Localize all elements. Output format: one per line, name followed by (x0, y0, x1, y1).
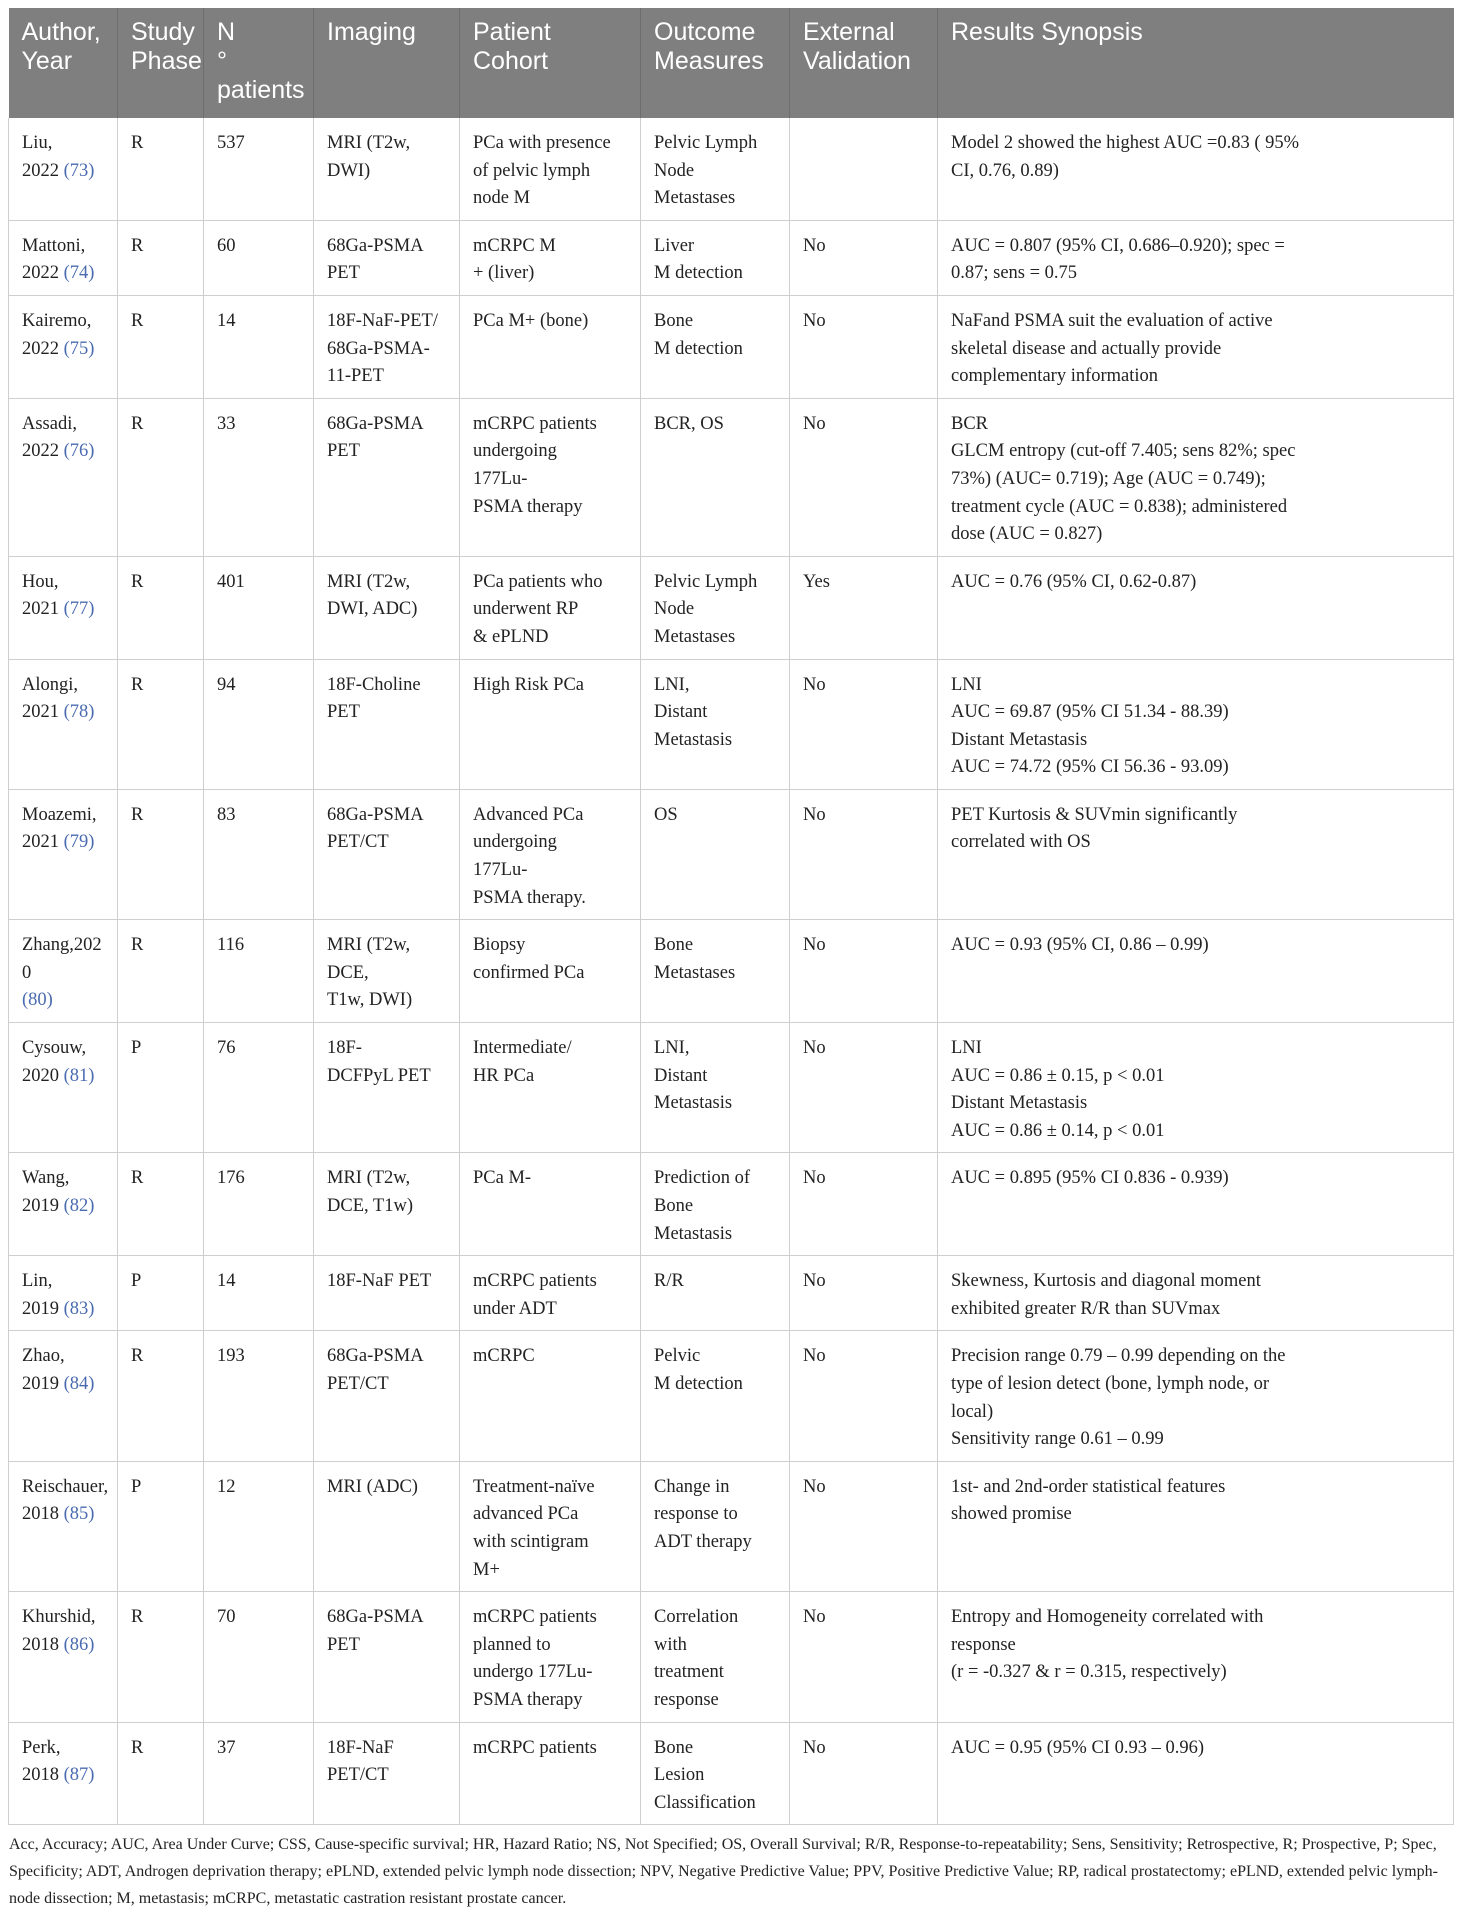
study-phase-cell: R (118, 789, 204, 919)
outcome-measures-cell: Pelvic Lymph Node Metastases (641, 118, 790, 220)
imaging-cell: 18F-NaF PET (314, 1256, 460, 1331)
outcome-measures-cell: LNI, Distant Metastasis (641, 1023, 790, 1153)
reference-link[interactable]: (76) (63, 441, 95, 462)
author-year-text: Reischauer, 2018 (22, 1476, 109, 1525)
author-year-text: Mattoni, 2022 (22, 235, 86, 284)
reference-link[interactable]: (84) (63, 1373, 95, 1394)
table-row (9, 220, 1454, 295)
table-row (9, 659, 1454, 789)
author-year-text: Cysouw, 2020 (22, 1038, 87, 1086)
external-validation-cell: No (790, 789, 938, 919)
table-row (9, 1153, 1454, 1256)
reference-link[interactable]: (75) (63, 338, 95, 359)
reference-link[interactable]: (86) (63, 1634, 95, 1655)
results-synopsis-cell: PET Kurtosis & SUVmin significantly correlated with OS (938, 789, 1454, 919)
reference-link[interactable]: (78) (63, 702, 95, 723)
author-year-cell (9, 789, 118, 919)
patient-count-cell: 37 (204, 1722, 314, 1825)
study-phase-cell: R (118, 1592, 204, 1722)
reference-link[interactable]: (81) (63, 1065, 95, 1086)
external-validation-cell: No (790, 295, 938, 398)
imaging-cell: 68Ga-PSMA PET/CT (314, 789, 460, 919)
author-year-cell (9, 118, 118, 220)
results-synopsis-cell: NaFand PSMA suit the evaluation of active skeletal disease and actually provide complementary information (938, 295, 1454, 398)
external-validation-cell (790, 118, 938, 220)
patient-cohort-cell: Treatment-naïve advanced PCa with scintigram M+ (460, 1461, 641, 1591)
outcome-measures-cell: Prediction of Bone Metastasis (641, 1153, 790, 1256)
study-phase-cell: R (118, 220, 204, 295)
author-year-text: Kairemo, 2022 (22, 310, 92, 359)
patient-cohort-cell: mCRPC patients (460, 1722, 641, 1825)
patient-cohort-cell: PCa with presence of pelvic lymph node M (460, 118, 641, 220)
imaging-cell: MRI (T2w, DCE, T1w, DWI) (314, 920, 460, 1023)
patient-count-cell: 60 (204, 220, 314, 295)
external-validation-cell: No (790, 1722, 938, 1825)
patient-count-cell: 14 (204, 295, 314, 398)
outcome-measures-cell: Liver M detection (641, 220, 790, 295)
external-validation-cell: No (790, 659, 938, 789)
imaging-cell: 18F-NaF PET/CT (314, 1722, 460, 1825)
patient-count-cell: 76 (204, 1023, 314, 1153)
author-year-text: Wang, 2019 (22, 1168, 70, 1216)
results-synopsis-cell: LNI AUC = 69.87 (95% CI 51.34 - 88.39) Distant Metastasis AUC = 74.72 (95% CI 56.36 - 93.09) (938, 659, 1454, 789)
table-row (9, 398, 1454, 556)
author-year-text: Hou, 2021 (22, 571, 59, 620)
author-year-cell (9, 220, 118, 295)
table-row (9, 295, 1454, 398)
patient-count-cell: 537 (204, 118, 314, 220)
author-year-text: Alongi, 2021 (22, 674, 79, 723)
patient-count-cell: 14 (204, 1256, 314, 1331)
results-synopsis-cell: AUC = 0.93 (95% CI, 0.86 – 0.99) (938, 920, 1454, 1023)
reference-link[interactable]: (79) (63, 832, 95, 853)
imaging-cell: 68Ga-PSMA PET (314, 398, 460, 556)
external-validation-cell: No (790, 1331, 938, 1461)
author-year-cell (9, 398, 118, 556)
radiomics-studies-table (8, 8, 1454, 1825)
results-synopsis-cell: AUC = 0.807 (95% CI, 0.686–0.920); spec = 0.87; sens = 0.75 (938, 220, 1454, 295)
imaging-cell: MRI (ADC) (314, 1461, 460, 1591)
external-validation-cell: No (790, 1153, 938, 1256)
author-year-text: Liu, 2022 (22, 133, 59, 181)
imaging-cell: MRI (T2w, DWI) (314, 118, 460, 220)
external-validation-cell: No (790, 1592, 938, 1722)
header-patient-cohort: Patient Cohort (460, 8, 641, 118)
results-synopsis-cell: Precision range 0.79 – 0.99 depending on the type of lesion detect (bone, lymph node, or local) Sensitivity range 0.61 – 0.99 (938, 1331, 1454, 1461)
results-synopsis-cell: Skewness, Kurtosis and diagonal moment exhibited greater R/R than SUVmax (938, 1256, 1454, 1331)
table-row (9, 556, 1454, 659)
reference-link[interactable]: (77) (63, 599, 95, 620)
patient-count-cell: 401 (204, 556, 314, 659)
author-year-cell (9, 1461, 118, 1591)
study-phase-cell: R (118, 398, 204, 556)
reference-link[interactable]: (73) (63, 160, 95, 181)
outcome-measures-cell: Change in response to ADT therapy (641, 1461, 790, 1591)
study-phase-cell: R (118, 295, 204, 398)
header-n-patients: N ° patients (204, 8, 314, 118)
author-year-text: Khurshid, 2018 (22, 1607, 96, 1655)
author-year-cell (9, 556, 118, 659)
outcome-measures-cell: R/R (641, 1256, 790, 1331)
imaging-cell: 68Ga-PSMA PET/CT (314, 1331, 460, 1461)
author-year-cell (9, 1592, 118, 1722)
external-validation-cell: No (790, 920, 938, 1023)
patient-cohort-cell: Intermediate/ HR PCa (460, 1023, 641, 1153)
outcome-measures-cell: Pelvic M detection (641, 1331, 790, 1461)
patient-cohort-cell: mCRPC patients planned to undergo 177Lu- PSMA therapy (460, 1592, 641, 1722)
table-header (9, 8, 1454, 118)
outcome-measures-cell: Pelvic Lymph Node Metastases (641, 556, 790, 659)
imaging-cell: 68Ga-PSMA PET (314, 220, 460, 295)
table-row (9, 1256, 1454, 1331)
imaging-cell: MRI (T2w, DCE, T1w) (314, 1153, 460, 1256)
table-row (9, 1461, 1454, 1591)
external-validation-cell: No (790, 220, 938, 295)
study-phase-cell: P (118, 1023, 204, 1153)
patient-cohort-cell: mCRPC patients undergoing 177Lu- PSMA therapy (460, 398, 641, 556)
study-phase-cell: R (118, 920, 204, 1023)
table-row (9, 118, 1454, 220)
table-row (9, 1331, 1454, 1461)
imaging-cell: 68Ga-PSMA PET (314, 1592, 460, 1722)
patient-cohort-cell: PCa M- (460, 1153, 641, 1256)
results-synopsis-cell: Model 2 showed the highest AUC =0.83 ( 95% CI, 0.76, 0.89) (938, 118, 1454, 220)
imaging-cell: 18F- DCFPyL PET (314, 1023, 460, 1153)
header-imaging: Imaging (314, 8, 460, 118)
header-results-synopsis: Results Synopsis (938, 8, 1454, 118)
author-year-text: Assadi, 2022 (22, 413, 77, 462)
patient-count-cell: 70 (204, 1592, 314, 1722)
results-synopsis-cell: Entropy and Homogeneity correlated with response (r = -0.327 & r = 0.315, respectively) (938, 1592, 1454, 1722)
patient-count-cell: 33 (204, 398, 314, 556)
author-year-text: Zhao, 2019 (22, 1346, 65, 1394)
study-phase-cell: R (118, 1722, 204, 1825)
results-synopsis-cell: AUC = 0.895 (95% CI 0.836 - 0.939) (938, 1153, 1454, 1256)
external-validation-cell: No (790, 398, 938, 556)
outcome-measures-cell: Correlation with treatment response (641, 1592, 790, 1722)
author-year-cell (9, 659, 118, 789)
study-phase-cell: R (118, 556, 204, 659)
reference-link[interactable]: (74) (63, 263, 95, 284)
results-synopsis-cell: BCR GLCM entropy (cut-off 7.405; sens 82%; spec 73%) (AUC= 0.719); Age (AUC = 0.749); treatment cycle (AUC = 0.838); administered dose (AUC = 0.827) (938, 398, 1454, 556)
patient-cohort-cell: mCRPC M + (liver) (460, 220, 641, 295)
reference-link[interactable]: (85) (63, 1504, 95, 1525)
author-year-cell (9, 1722, 118, 1825)
external-validation-cell: Yes (790, 556, 938, 659)
table-row (9, 1592, 1454, 1722)
outcome-measures-cell: BCR, OS (641, 398, 790, 556)
study-phase-cell: R (118, 1153, 204, 1256)
external-validation-cell: No (790, 1256, 938, 1331)
results-synopsis-cell: AUC = 0.95 (95% CI 0.93 – 0.96) (938, 1722, 1454, 1825)
reference-link[interactable]: (87) (63, 1765, 95, 1786)
table-wrapper (8, 8, 1453, 1912)
study-phase-cell: R (118, 118, 204, 220)
reference-link[interactable]: (82) (63, 1196, 95, 1216)
patient-cohort-cell: PCa patients who underwent RP & ePLND (460, 556, 641, 659)
external-validation-cell: No (790, 1023, 938, 1153)
imaging-cell: MRI (T2w, DWI, ADC) (314, 556, 460, 659)
header-row (9, 8, 1454, 118)
study-phase-cell: P (118, 1461, 204, 1591)
header-study-phase: Study Phase (118, 8, 204, 118)
reference-link[interactable]: (83) (63, 1298, 95, 1319)
study-phase-cell: R (118, 1331, 204, 1461)
external-validation-cell: No (790, 1461, 938, 1591)
table-body (9, 118, 1454, 1825)
outcome-measures-cell: Bone Lesion Classification (641, 1722, 790, 1825)
patient-cohort-cell: Advanced PCa undergoing 177Lu- PSMA therapy. (460, 789, 641, 919)
reference-link[interactable]: (80) (22, 990, 53, 1011)
results-synopsis-cell: AUC = 0.76 (95% CI, 0.62-0.87) (938, 556, 1454, 659)
patient-count-cell: 12 (204, 1461, 314, 1591)
patient-cohort-cell: Biopsy confirmed PCa (460, 920, 641, 1023)
outcome-measures-cell: OS (641, 789, 790, 919)
table-row (9, 1023, 1454, 1153)
author-year-cell (9, 920, 118, 1023)
patient-cohort-cell: mCRPC patients under ADT (460, 1256, 641, 1331)
outcome-measures-cell: Bone Metastases (641, 920, 790, 1023)
author-year-cell (9, 1256, 118, 1331)
patient-count-cell: 94 (204, 659, 314, 789)
outcome-measures-cell: LNI, Distant Metastasis (641, 659, 790, 789)
outcome-measures-cell: Bone M detection (641, 295, 790, 398)
table-footnote: Acc, Accuracy; AUC, Area Under Curve; CSS, Cause-specific survival; HR, Hazard Ratio; NS, Not Specified; OS, Overall Survival; R/R, Response-to-repeatability; Sens, Sensitivity; Retrospective, R; Prospective, P; Spec, Specificity; ADT, Androgen deprivation therapy; ePLND, extended pelvic lymph node dissection; NPV, Negative Predictive Value; PPV, Positive Predictive Value; RP, radical prostatectomy; ePLND, extended pelvic lymph-node dissection; M, metastasis; mCRPC, metastatic castration resistant prostate cancer. (9, 1836, 1438, 1908)
header-author-year: Author, Year (9, 8, 118, 118)
author-year-cell (9, 295, 118, 398)
patient-count-cell: 116 (204, 920, 314, 1023)
author-year-cell (9, 1153, 118, 1256)
patient-count-cell: 83 (204, 789, 314, 919)
results-synopsis-cell: LNI AUC = 0.86 ± 0.15, p < 0.01 Distant Metastasis AUC = 0.86 ± 0.14, p < 0.01 (938, 1023, 1454, 1153)
patient-cohort-cell: mCRPC (460, 1331, 641, 1461)
table-row (9, 920, 1454, 1023)
table-row (9, 1722, 1454, 1825)
header-outcome-measures: Outcome Measures (641, 8, 790, 118)
patient-count-cell: 193 (204, 1331, 314, 1461)
patient-cohort-cell: High Risk PCa (460, 659, 641, 789)
patient-cohort-cell: PCa M+ (bone) (460, 295, 641, 398)
author-year-cell (9, 1023, 118, 1153)
author-year-cell (9, 1331, 118, 1461)
study-phase-cell: P (118, 1256, 204, 1331)
imaging-cell: 18F-Choline PET (314, 659, 460, 789)
patient-count-cell: 176 (204, 1153, 314, 1256)
header-external-validation: External Validation (790, 8, 938, 118)
imaging-cell: 18F-NaF-PET/ 68Ga-PSMA- 11-PET (314, 295, 460, 398)
table-row (9, 789, 1454, 919)
results-synopsis-cell: 1st- and 2nd-order statistical features showed promise (938, 1461, 1454, 1591)
author-year-text: Moazemi, 2021 (22, 804, 97, 853)
author-year-text: Lin, 2019 (22, 1271, 59, 1319)
study-phase-cell: R (118, 659, 204, 789)
author-year-text: Perk, 2018 (22, 1737, 61, 1786)
author-year-text: Zhang,2020 (22, 935, 102, 983)
